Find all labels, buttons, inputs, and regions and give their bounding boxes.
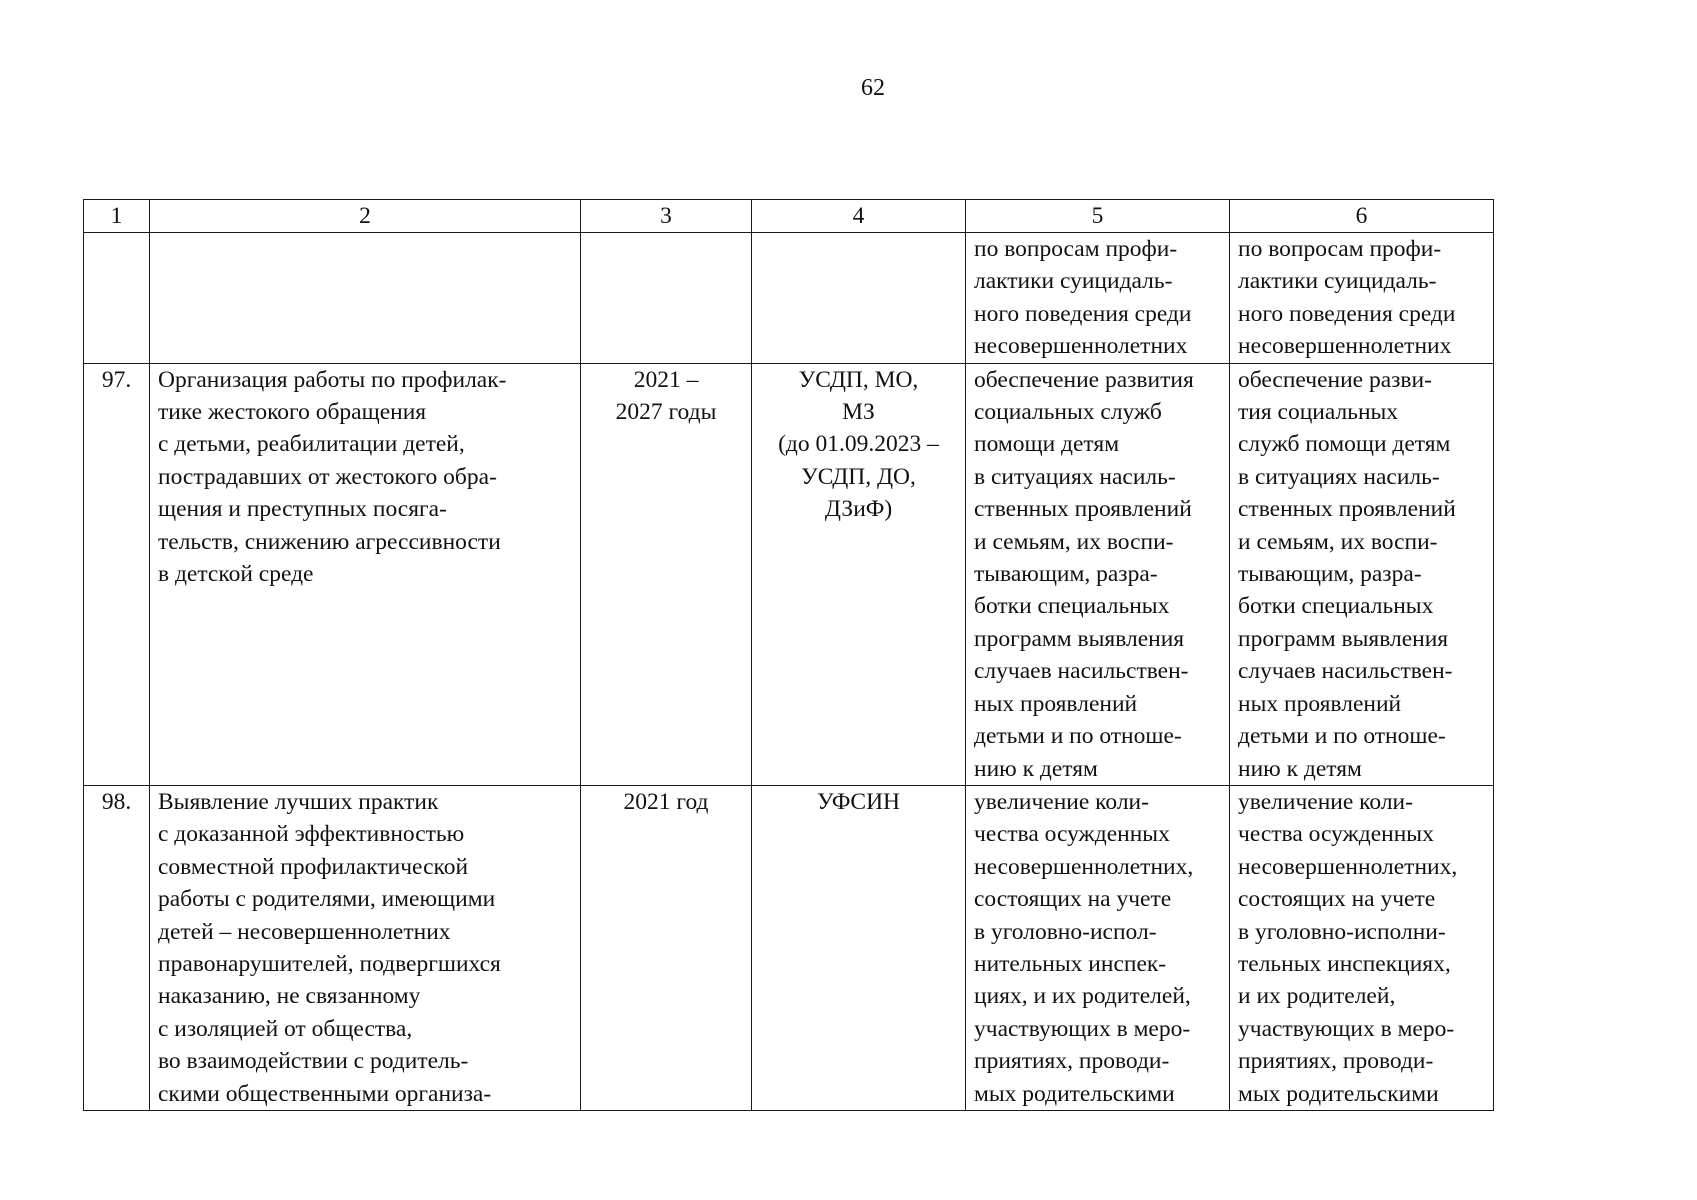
result-cell: обеспечение развития социальных служб помощи детям в ситуациях насиль- ственных проявлений и семьям, их воспи- тывающим, разра- ботки специальных программ выявления случаев насильствен- ных проявлений детьми и по отноше- нию к детям bbox=[966, 363, 1230, 785]
measure-cell: Выявление лучших практик с доказанной эффективностью совместной профилактической работы с родителями, имеющими детей – несовершеннолетних правонарушителей, подвергшихся наказанию, не связанному с изоляцией от общества, во взаимодействии с родитель- скими общественными организа- bbox=[150, 785, 581, 1110]
measure-cell bbox=[150, 233, 581, 364]
executor-cell: УФСИН bbox=[752, 785, 966, 1110]
result-cell: по вопросам профи- лактики суицидаль- ного поведения среди несовершеннолетних bbox=[966, 233, 1230, 364]
executor-cell bbox=[752, 233, 966, 364]
row-number-cell: 97. bbox=[84, 363, 150, 785]
term-cell bbox=[581, 233, 752, 364]
column-header-5: 5 bbox=[966, 200, 1230, 233]
table-row-continuation bbox=[84, 233, 1494, 364]
row-number-cell bbox=[84, 233, 150, 364]
measures-table bbox=[83, 199, 1494, 1111]
column-header-4: 4 bbox=[752, 200, 966, 233]
executor-cell: УСДП, МО, МЗ (до 01.09.2023 – УСДП, ДО, ДЗиФ) bbox=[752, 363, 966, 785]
term-cell: 2021 год bbox=[581, 785, 752, 1110]
column-header-2: 2 bbox=[150, 200, 581, 233]
table-row bbox=[84, 363, 1494, 785]
column-header-6: 6 bbox=[1230, 200, 1494, 233]
measure-cell: Организация работы по профилак- тике жестокого обращения с детьми, реабилитации детей, пострадавших от жестокого обра- щения и преступных посяга- тельств, снижению агрессивности в детской среде bbox=[150, 363, 581, 785]
indicator-cell: обеспечение разви- тия социальных служб помощи детям в ситуациях насиль- ственных проявлений и семьям, их воспи- тывающим, разра- ботки специальных программ выявления случаев насильствен- ных проявлений детьми и по отноше- нию к детям bbox=[1230, 363, 1494, 785]
table-row bbox=[84, 785, 1494, 1110]
indicator-cell: увеличение коли- чества осужденных несовершеннолетних, состоящих на учете в уголовно-исполни- тельных инспекциях, и их родителей, участвующих в меро- приятиях, проводи- мых родительскими bbox=[1230, 785, 1494, 1110]
result-cell: увеличение коли- чества осужденных несовершеннолетних, состоящих на учете в уголовно-испол- нительных инспек- циях, и их родителей, участвующих в меро- приятиях, проводи- мых родительскими bbox=[966, 785, 1230, 1110]
table-header-row bbox=[84, 200, 1494, 233]
row-number-cell: 98. bbox=[84, 785, 150, 1110]
column-header-3: 3 bbox=[581, 200, 752, 233]
page-number: 62 bbox=[861, 75, 885, 101]
indicator-cell: по вопросам профи- лактики суицидаль- ного поведения среди несовершеннолетних bbox=[1230, 233, 1494, 364]
column-header-1: 1 bbox=[84, 200, 150, 233]
term-cell: 2021 – 2027 годы bbox=[581, 363, 752, 785]
